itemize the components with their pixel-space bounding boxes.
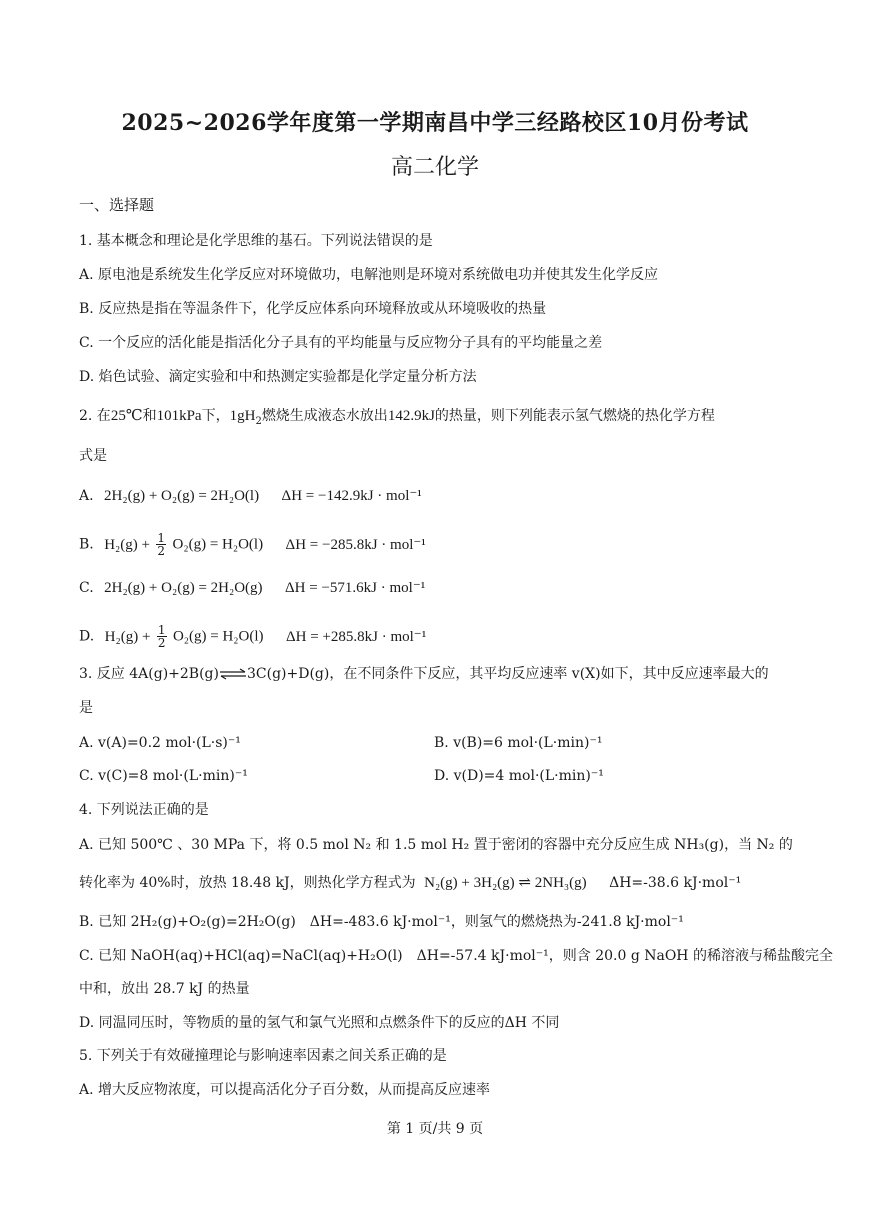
q4-option-c-line2: 中和，放出 28.7 kJ 的热量	[79, 981, 250, 997]
q1-option-a: A. 原电池是系统发生化学反应对环境做功，电解池则是环境对系统做电功并使其发生化学反应	[79, 267, 659, 283]
q2-option-label: A.	[79, 488, 94, 504]
q3-stem-part: 3C(g)+D(g)，在不同条件下反应，其平均反应速率 v(X)如下，其中反应速率最大的	[246, 666, 769, 682]
q3-stem-line2: 是	[79, 700, 93, 716]
q3-option-c: C. v(C)=8 mol·(L·min)⁻¹	[79, 768, 248, 784]
q4-a-enthalpy: ΔH=-38.6 kJ·mol⁻¹	[609, 875, 742, 891]
q1-option-d: D. 焰色试验、滴定实验和中和热测定实验都是化学定量分析方法	[79, 369, 477, 385]
q2-b-equation-left: H₂(g) +	[104, 536, 150, 553]
q1-option-b: B. 反应热是指在等温条件下，化学反应体系向环境释放或从环境吸收的热量	[79, 301, 547, 317]
exam-title: 2025~2026学年度第一学期南昌中学三经路校区10月份考试	[121, 110, 749, 136]
q2-c-enthalpy: ΔH = −571.6kJ · mol⁻¹	[285, 580, 426, 596]
q2-option-b	[79, 532, 426, 557]
q2-stem-part: 和	[142, 408, 157, 424]
q2-mass: 1gH	[229, 408, 256, 424]
q2-option-label: C.	[79, 580, 94, 596]
q2-option-d	[79, 624, 426, 649]
q2-heat: 142.9kJ	[387, 408, 435, 424]
q2-a-enthalpy: ΔH = −142.9kJ · mol⁻¹	[281, 488, 422, 504]
q2-option-label: D.	[79, 628, 95, 645]
fraction-denominator: 2	[157, 636, 166, 650]
q4-option-a-text: 转化率为 40%时，放热 18.48 kJ，则热化学方程式为	[79, 875, 416, 891]
q3-option-d: D. v(D)=4 mol·(L·min)⁻¹	[434, 768, 604, 784]
q2-b-equation-right: O₂(g) = H₂O(l)	[172, 536, 264, 553]
q1-stem: 1. 基本概念和理论是化学思维的基石。下列说法错误的是	[79, 233, 433, 249]
q2-a-equation: 2H₂(g) + O₂(g) = 2H₂O(l)	[104, 488, 260, 504]
q5-stem: 5. 下列关于有效碰撞理论与影响速率因素之间关系正确的是	[79, 1048, 447, 1064]
q1-option-c: C. 一个反应的活化能是指活化分子具有的平均能量与反应物分子具有的平均能量之差	[79, 335, 603, 351]
fraction-denominator: 2	[157, 544, 166, 558]
q2-stem: 2. 在25℃和101kPa下，$1gH_2$燃烧生成液态水放出142.9kJ的热量，则下列能表示氢气燃烧的热化学方程	[79, 408, 715, 427]
fraction-one-half	[157, 624, 167, 649]
q4-option-b: B. 已知 2H₂(g)+O₂(g)=2H₂O(g) ΔH=-483.6 kJ·mol⁻¹，则氢气的燃烧热为-241.8 kJ·mol⁻¹	[79, 914, 684, 930]
q2-stem-part: 2. 在	[79, 408, 111, 424]
q2-d-equation-left: H₂(g) +	[104, 628, 151, 645]
q2-stem-line2: 式是	[79, 448, 107, 464]
section-heading: 一、选择题	[79, 196, 155, 214]
equilibrium-arrow-icon	[219, 668, 247, 680]
q4-a-equation: N₂(g) + 3H₂(g) ⇌ 2NH₃(g)	[424, 875, 587, 891]
exam-subtitle: 高二化学	[390, 155, 479, 180]
q3-stem	[79, 664, 769, 684]
fraction-one-half	[156, 532, 166, 557]
q5-option-a: A. 增大反应物浓度，可以提高活化分子百分数，从而提高反应速率	[79, 1082, 491, 1098]
q4-option-a-line2	[79, 873, 741, 893]
q2-b-enthalpy: ΔH = −285.8kJ · mol⁻¹	[285, 536, 426, 553]
q3-option-a: A. v(A)=0.2 mol·(L·s)⁻¹	[79, 735, 241, 751]
q2-option-a	[79, 486, 422, 506]
q2-c-equation: 2H₂(g) + O₂(g) = 2H₂O(g)	[104, 580, 263, 596]
q2-d-equation-right: O₂(g) = H₂O(l)	[172, 628, 264, 645]
q4-option-a-line1: A. 已知 500℃ 、30 MPa 下，将 0.5 mol N₂ 和 1.5 mol H₂ 置于密闭的容器中充分反应生成 NH₃(g)，当 N₂ 的	[79, 837, 793, 853]
page-number: 第 1 页/共 9 页	[386, 1121, 484, 1137]
q2-stem-part: 下，	[201, 408, 230, 424]
q2-pressure: 101kPa	[156, 408, 202, 424]
q2-option-c	[79, 578, 425, 598]
q2-option-label: B.	[79, 536, 94, 553]
q4-option-d: D. 同温同压时，等物质的量的氢气和氯气光照和点燃条件下的反应的ΔH 不同	[79, 1015, 560, 1031]
q2-d-enthalpy: ΔH = +285.8kJ · mol⁻¹	[285, 628, 427, 645]
q2-stem-part: 燃烧生成液态水放出	[261, 408, 388, 424]
q3-stem-part: 3. 反应 4A(g)+2B(g)	[79, 666, 219, 682]
q4-stem: 4. 下列说法正确的是	[79, 802, 209, 818]
fraction-numerator: 1	[157, 623, 166, 637]
q4-option-c-line1: C. 已知 NaOH(aq)+HCl(aq)=NaCl(aq)+H₂O(l) ΔH=-57.4 kJ·mol⁻¹，则含 20.0 g NaOH 的稀溶液与稀盐酸完全	[79, 948, 833, 964]
q2-stem-part: 的热量，则下列能表示氢气燃烧的热化学方程	[434, 408, 715, 424]
fraction-numerator: 1	[157, 531, 166, 545]
q3-option-b: B. v(B)=6 mol·(L·min)⁻¹	[434, 735, 603, 751]
q2-temperature: 25℃	[110, 408, 143, 424]
